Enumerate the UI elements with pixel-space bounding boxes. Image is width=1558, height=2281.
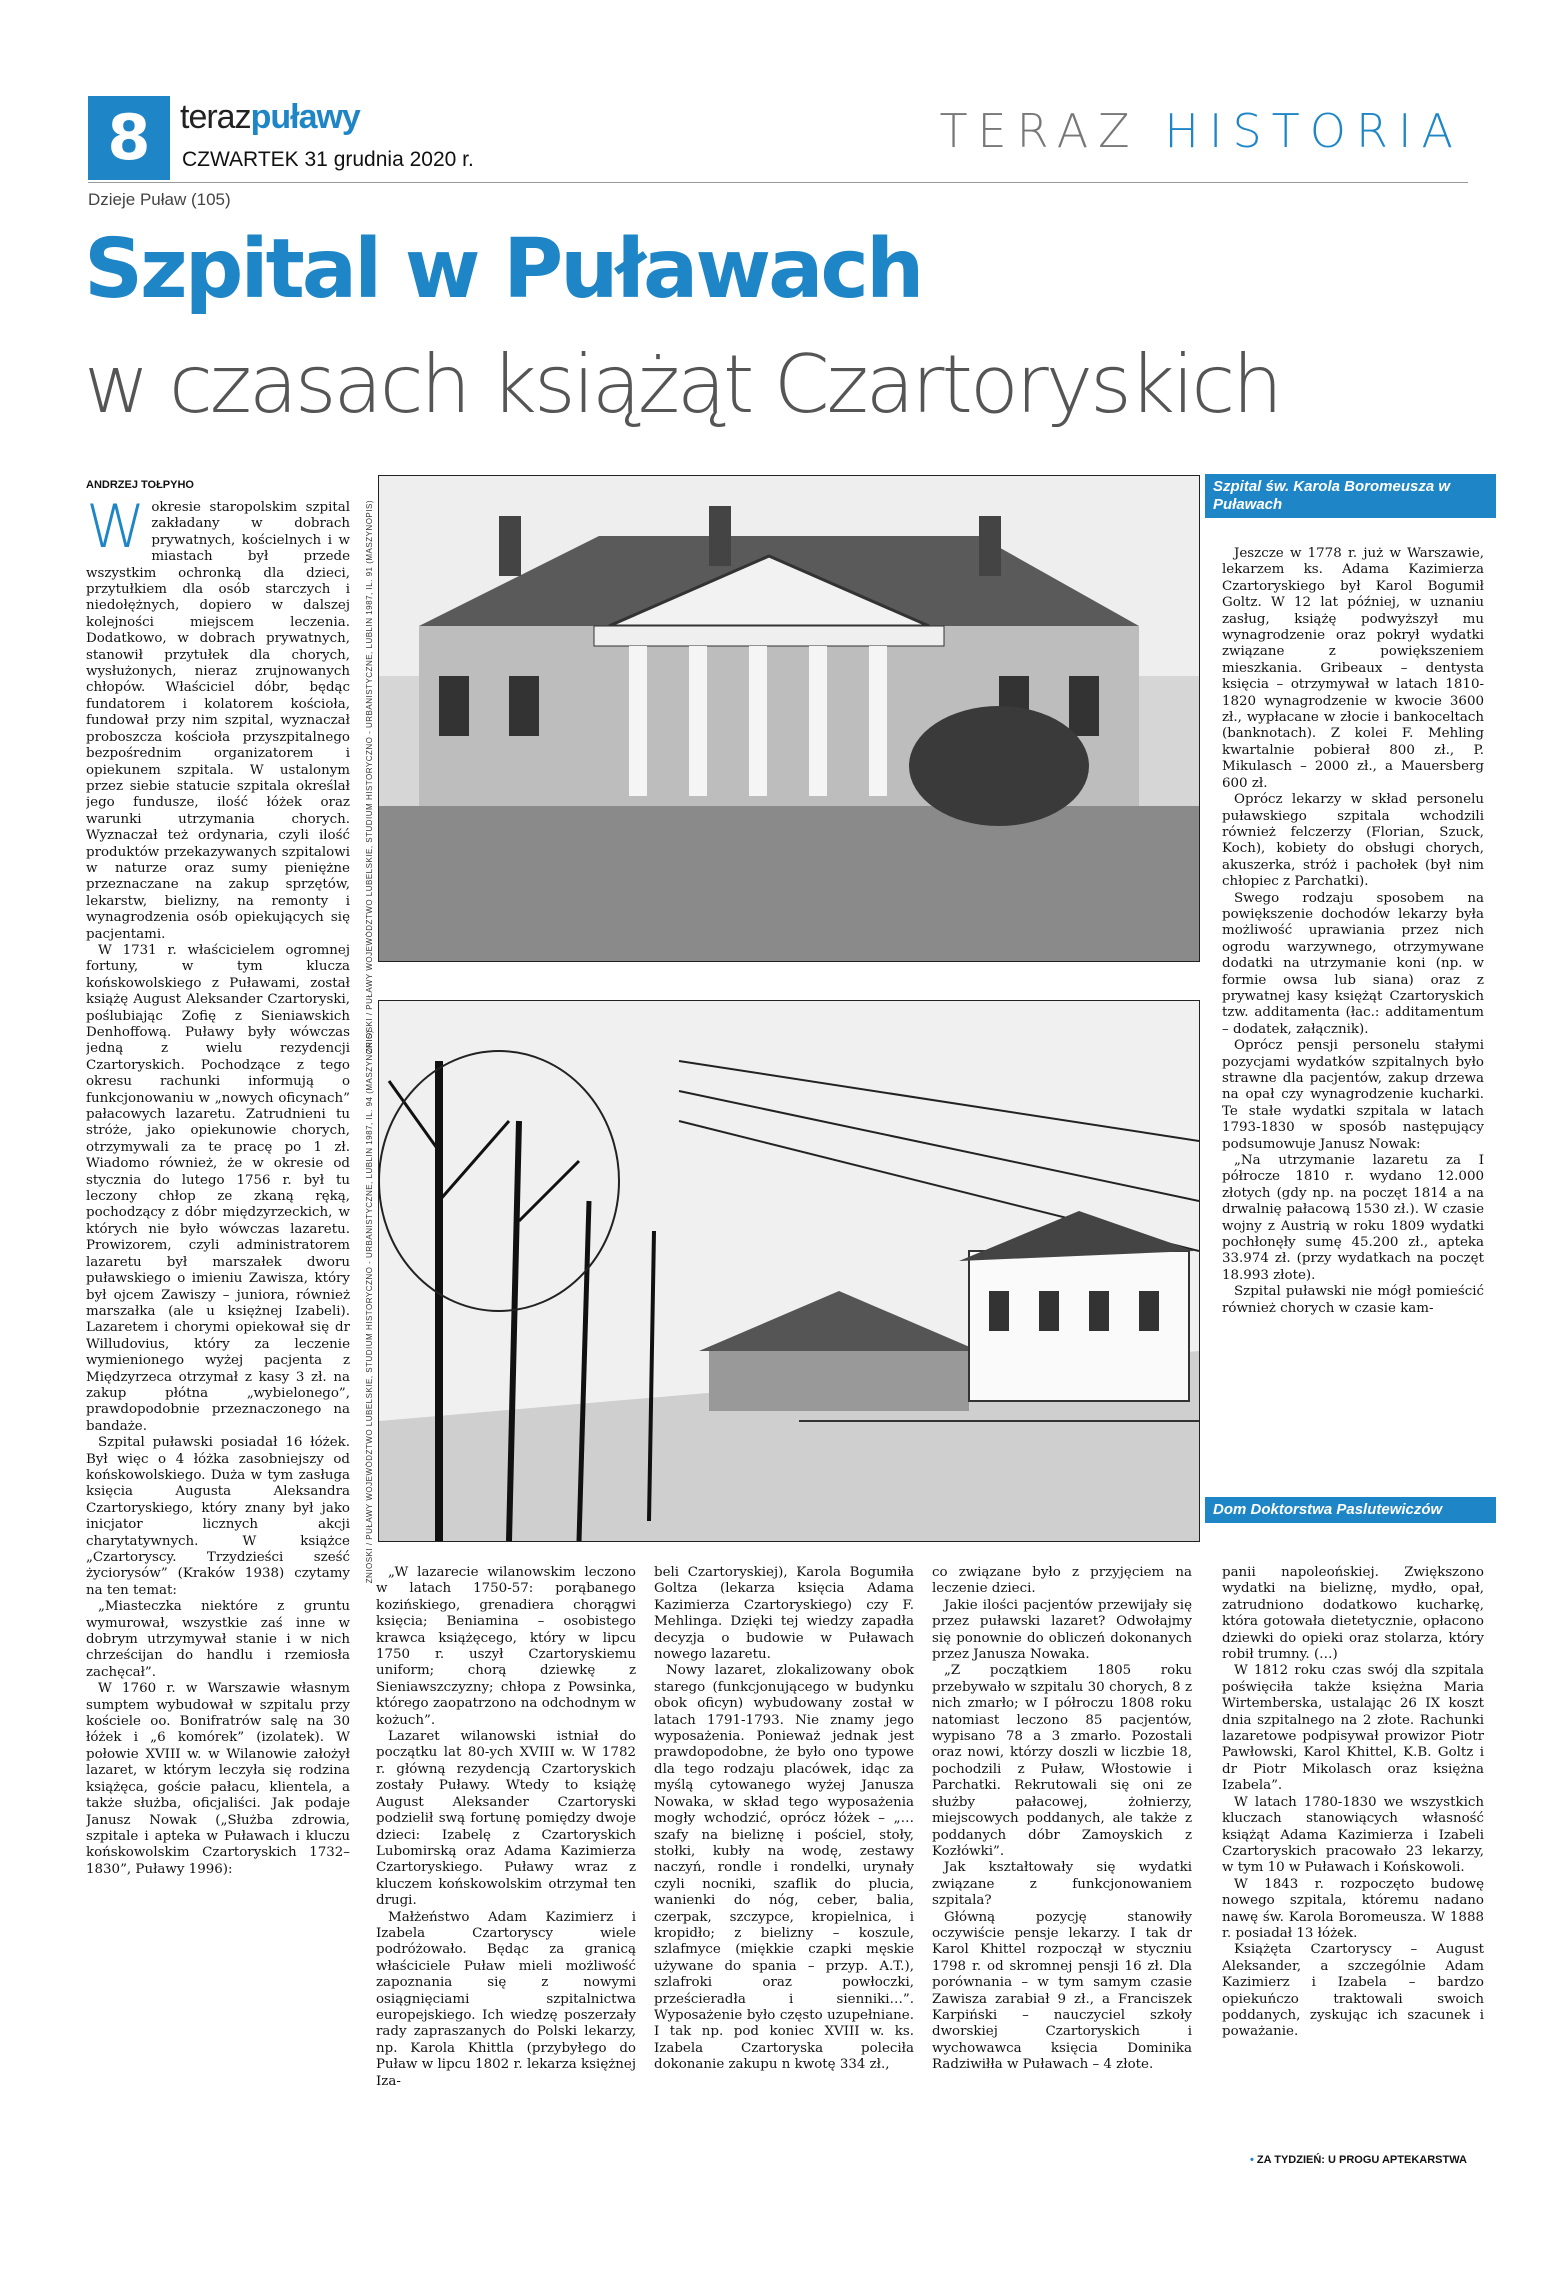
paragraph: Lazaret wilanowski istniał do początku lat 80-ych XVIII w. W 1782 r. główną rezydencją Czartoryskich zostały Puławy. Wtedy to książę August Aleksander Czartoryski podzielił swą fortunę pomiędzy dwoje dzieci: Izabelę z Czartoryskich Lubomirską oraz Adama Kazimierza Czartoryskiego. Puławy wraz z kluczem końskowolskim otrzymał ten drugi. [376,1729,636,1909]
quote-paragraph: „W lazarecie wilanowskim leczono w latach 1750-57: porąbanego kozińskiego, grenadiera chorągwi księcia; Beniamina – osobistego krawca książęcego, który w lipcu 1750 r. uszył Czartoryskiemu uniform; chorą dziewkę z Sieniawszczyzny; chłopa z Powsinka, którego zaopatrzono na odchodnym w kożuch”. [376,1565,636,1728]
hospital-photo [378,475,1200,962]
paragraph: beli Czartoryskiej), Karola Bogumiła Goltza (lekarza księcia Adama Kazimierza Czartoryskiego) czy F. Mehlinga. Dzięki tej wiedzy zapadła decyzja o budowie w Puławach nowego lazaretu. [654,1565,914,1663]
photo-credit: ZNIOSKI / PUŁAWY WOJEWÓDZTWO LUBELSKIE, STUDIUM HISTORYCZNO - URBANISTYCZNE, LUBLIN 1987, IL. 91 (MASZYNOPIS) [365,500,374,1054]
quote-paragraph: „Z początkiem 1805 roku przebywało w szpitalu 30 chorych, 8 z nich zmarło; w I półroczu 1808 roku natomiast leczono 85 pacjentów, wypisano 78 a 3 zmarło. Pozostali oraz nowi, którzy doszli w liczbie 18, pochodzili z Puław, Włostowie i Parchatki. Rekrutowali się oni ze służby pałacowej, żołnierzy, miejscowych poddanych, ale także z poddanych dóbr Zamoyskich z Kozłówki”. [932,1663,1192,1859]
section-title-part-1: TERAZ [939,104,1140,158]
photo-credit: ZNIOSKI / PUŁAWY WOJEWÓDZTWO LUBELSKIE, STUDIUM HISTORYCZNO - URBANISTYCZNE, LUBLIN 1987, IL. 94 (MASZYNOPIS) [365,1030,374,1584]
brand-logo [180,98,360,137]
section-title [939,104,1463,158]
article-column-2 [376,1565,636,2145]
bullet-icon: • [1250,2154,1254,2166]
article-column-5 [1222,1565,1484,2110]
section-title-part-2: HISTORIA [1164,104,1463,158]
headline-main: Szpital w Puławach [84,222,922,317]
issue-date: CZWARTEK 31 grudnia 2020 r. [182,148,474,171]
paragraph: Szpital puławski nie mógł pomieścić również chorych w czasie kam- [1222,1284,1484,1316]
paragraph: Oprócz lekarzy w skład personelu puławskiego szpitala wchodzili również felczerzy (Florian, Szuck, Koch), kobiety do obsługi chorych, akuszerka, stróż i pachołek (był nim chłopiec z Parchatki). [1222,792,1484,890]
article-column-4 [932,1565,1192,2145]
paragraph: Szpital puławski posiadał 16 łóżek. Był więc o 4 łóżka zasobniejszy od końskowolskiego. Duża w tym zasługa księcia Augusta Aleksandra Czartoryskiego, który znany był jako inicjator licznych akcji charytatywnych. W książce „Czartoryscy. Trzydzieści sześć życiorysów” (Kraków 1938) czytamy na ten temat: [86,1435,350,1598]
paragraph: W 1843 r. rozpoczęto budowę nowego szpitala, któremu nadano nawę św. Karola Boromeusza. W 1888 r. posiadał 13 łóżek. [1222,1876,1484,1941]
brand-suffix: puławy [250,98,360,136]
paragraph: Książęta Czartoryscy – August Aleksander, a szczególnie Adam Kazimierz i Izabela – bardzo opiekuńczo traktowali swoich poddanych, zyskując ich szacunek i poważanie. [1222,1942,1484,2040]
paragraph: co związane było z przyjęciem na leczenie dzieci. [932,1565,1192,1597]
paragraph: Główną pozycję stanowiły oczywiście pensje lekarzy. I tak dr Karol Khittel rozpoczął w styczniu 1798 r. od skromnej pensji 16 zł. Dla porównania – w tym samym czasie Zawisza zarabiał 9 zł., a Franciszek Karpiński – nauczyciel szkoły dworskiej Czartoryskich i wychowawca księcia Dominika Radziwiłła w Puławach – 4 złote. [932,1909,1192,2073]
doctors-house-photo [378,1000,1200,1542]
photo-caption-1: Szpital św. Karola Boromeusza w Puławach [1205,474,1496,518]
drop-cap: W [86,500,146,562]
paragraph: Jakie ilości pacjentów przewijały się przez puławski lazaret? Odwołajmy się ponownie do obliczeń dokonanych przez Janusza Nowaka. [932,1597,1192,1663]
quote-paragraph: „Miasteczka niektóre z gruntu wymurował, wszystkie zaś inne w dobrym utrzymywał stanie i w nich chrześcijan do handlu i rzemiosła zachęcał”. [86,1599,350,1680]
paragraph: W latach 1780-1830 we wszystkich kluczach stanowiących własność książąt Adama Kazimierza i Izabeli Czartoryskich pracowało 23 lekarzy, w tym 10 w Puławach i Końskowoli. [1222,1794,1484,1876]
series-label: Dzieje Puław (105) [88,190,231,209]
headline-sub: w czasach książąt Czartoryskich [84,338,1280,431]
next-week-text: ZA TYDZIEŃ: U PROGU APTEKARSTWA [1256,2154,1467,2166]
page-number: 8 [88,96,170,180]
paragraph: Swego rodzaju sposobem na powiększenie dochodów lekarzy była możliwość uprawiania przez nich ogrodu warzywnego, otrzymywane dodatki na utrzymanie koni (np. w formie owsa lub siana) oraz z prywatnej kasy księżąt Czartoryskich tzw. additamenta (łac.: additamentum – dodatek, załącznik). [1222,890,1484,1037]
paragraph-text: okresie staropolskim szpital zakładany w dobrach prywatnych, kościelnych i w miastach był przede wszystkim ochronką dla dzieci, przytułkiem dla osób starczych i niedołężnych, dopiero w dalszej kolejności miejscem leczenia. Dodatkowo, w dobrach prywatnych, stanowił przytułek dla chorych, wysłużonych, nieraz zrujnowanych chłopów. Właściciel dóbr, będąc fundatorem i kolatorem kościoła, fundował przy nim szpital, wyznaczał proboszcza kościoła przyszpitalnego bezpośrednim organizatorem i opiekunem szpitala. W ustalonym przez siebie statucie szpitala określał jego fundusze, ilość łóżek oraz warunki utrzymania chorych. Wyznaczał też ordynaria, czyli ilość produktów przekazywanych szpitalowi w naturze oraz sumy pieniężne przeznaczane na zakup sprzętów, lekarstw, bielizny, na remonty i wynagrodzenia osób opiekujących się pacjentami. [86,500,350,942]
header-divider [88,182,1468,183]
paragraph: Jak kształtowały się wydatki związane z funkcjonowaniem szpitala? [932,1860,1192,1909]
article-column-3 [654,1565,914,2145]
hospital-photo-image [379,476,1199,961]
doctors-house-photo-image [379,1001,1199,1541]
paragraph: W 1760 r. w Warszawie własnym sumptem wybudował w szpitalu przy kościele oo. Bonifratrów salę na 30 łóżek i „6 komórek” (izolatek). W połowie XVIII w. w Wilanowie założył lazaret, w którym leczyła się rodzina książęca, goście pałacu, klientela, a także służba, oficjaliści. Jak podaje Janusz Nowak („Służba zdrowia, szpitale i apteka w Puławach i kluczu końskowolskim Czartoryskich 1732–1830”, Puławy 1996): [86,1681,350,1877]
paragraph: Nowy lazaret, zlokalizowany obok starego (funkcjonującego w budynku obok oficyn) wybudowany został w latach 1791-1793. Nie znamy jego wyposażenia. Ponieważ jednak jest prawdopodobne, że było ono typowe dla tego rodzaju placówek, idąc za myślą cytowanego wyżej Janusza Nowaka, w skład tego wyposażenia mogły wchodzić, oprócz łóżek – „…szafy na bieliznę i pościel, stoły, stołki, kubły na wodę, zestawy naczyń, rondle i rondelki, urynały czyli nocniki, szaflik do plucia, wanienki do nóg, ceber, balia, czerpak, szczypce, kropielnica, i kropidło; z bielizny – koszule, szlafmyce (miękkie czapki męskie używane do spania – przyp. A.T.), szlafroki oraz powłoczki, prześcieradła i sienniki…”. Wyposażenie było często uzupełniane. I tak np. pod koniec XVIII w. ks. Izabela Czartoryska poleciła dokonanie zakupu n kwotę 334 zł., [654,1663,914,2073]
paragraph: W 1731 r. właścicielem ogromnej fortuny, w tym klucza końskowolskiego z Puławami, został książę August Aleksander Czartoryski, poślubiając Zofię z Sieniawskich Denhoffową. Puławy były wówczas jedną z wielu rezydencji Czartoryskich. Pochodzące z tego okresu rachunki informują o funkcjonowaniu w „nowych oficynach” pałacowych lazaretu. Zatrudnieni tu stróże, jako opiekunowie chorych, otrzymywali za te pracę po 1 zł. Wiadomo również, że w okresie od stycznia do lutego 1756 r. był tu leczony chłop ze zkaną ręką, pochodzący z dóbr międzyrzeckich, w których nie było wówczas lazaretu. Prowizorem, czyli administratorem lazaretu był marszałek dworu puławskiego o imieniu Zawisza, który był ojcem Zawiszy – juniora, również marszałka (ale u księżnej Izabeli). Lazaretem i chorymi opiekował się dr Willudovius, który za leczenie wymienionego wyżej pacjenta z Międzyrzeca otrzymał z kasy 3 zł. na zakup płótna „wybielonego”, prawdopodobnie przeznaczonego na bandaże. [86,942,350,1434]
paragraph: panii napoleońskiej. Zwiększono wydatki na bieliznę, mydło, opał, zatrudniono dodatkowo kucharkę, która gotowała dietetycznie, opłacono dziewki do opieki oraz stolarza, który robił trumny. (…) [1222,1565,1484,1663]
paragraph: Jeszcze w 1778 r. już w Warszawie, lekarzem ks. Adama Kazimierza Czartoryskiego był Karol Bogumił Goltz. W 12 lat później, w uznaniu zasług, książę podwyższył mu wynagrodzenie oraz pokrył wydatki związane z powiększeniem mieszkania. Gribeaux – dentysta księcia – otrzymywał w latach 1810-1820 wynagrodzenie w kwocie 3600 zł., wypłacane w złocie i bankoceltach (banknotach). Z kolei F. Mehling kwartalnie pobierał 800 zł., P. Mikulasch – 2000 zł., a Mauersberg 600 zł. [1222,546,1484,791]
paragraph [86,500,350,943]
article-column-right [1222,546,1484,1536]
article-column-1 [86,500,350,2145]
byline: ANDRZEJ TOŁPYHO [86,479,194,491]
paragraph: W 1812 roku czas swój dla szpitala poświęciła także księżna Maria Wirtemberska, ustalając 26 IX koszt dnia szpitalnego na 2 złote. Rachunki lazaretowe podpisywał prowizor Piotr Pawłowski, Karol Khittel, K.B. Goltz i dr Piotr Mikolasch oraz księżna Izabela”. [1222,1663,1484,1794]
photo-caption-2: Dom Doktorstwa Paslutewiczów [1205,1497,1496,1523]
paragraph: Małżeństwo Adam Kazimierz i Izabela Czartoryscy wiele podróżowało. Będąc za granicą właściciele Puław mieli możliwość zapoznania się z nowymi osiągnięciami szpitalnictwa europejskiego. Ich wiedzę poszerzały rady zapraszanych do Polski lekarzy, np. Karola Khittla (przybyłego do Puław w lipcu 1802 r. lekarza księżnej Iza- [376,1909,636,2089]
paragraph: Oprócz pensji personelu stałymi pozycjami wydatków szpitalnych było strawne dla pacjentów, zakup drzewa na opał czy wynagrodzenie kucharki. Te stałe wydatki szpitala w latach 1793-1830 w sposób następujący podsumowuje Janusz Nowak: [1222,1038,1484,1152]
next-week-teaser [1250,2154,1467,2166]
brand-prefix: teraz [180,98,251,136]
quote-paragraph: „Na utrzymanie lazaretu za I półrocze 1810 r. wydano 12.000 złotych (gdy np. na poczęt 1814 a na drwalnię pałacową 1530 zł.). W czasie wojny z Austrią w roku 1809 wydatki pochłonęły sumę 45.200 zł., apteka 33.974 zł. (przy wydatkach na poczęt 18.993 złote). [1222,1153,1484,1283]
